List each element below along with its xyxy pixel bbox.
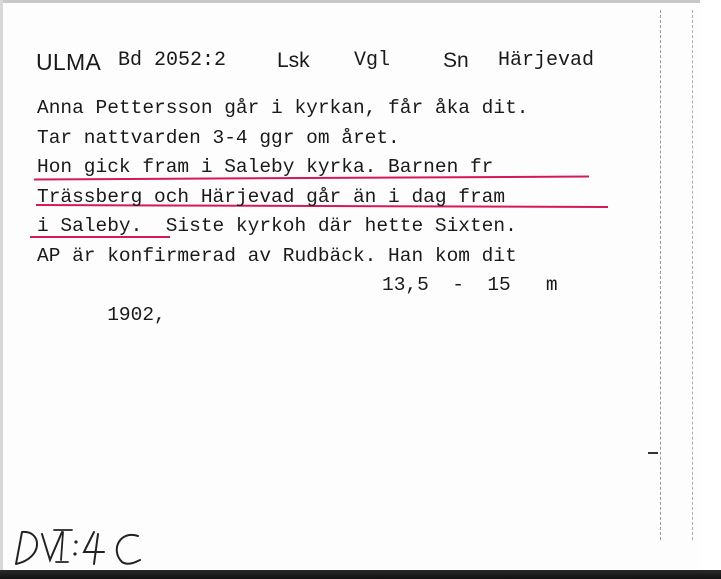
text-line: Tar nattvarden 3-4 ggr om året. (37, 126, 400, 149)
card-right-margin (700, 0, 721, 579)
handwritten-signature (8, 520, 158, 570)
perforation-line-outer (692, 10, 693, 540)
parish-label: Sn (443, 49, 469, 72)
text-line: Hon gick fram i Saleby kyrka. Barnen fr (37, 156, 494, 178)
card-left-edge (0, 0, 3, 579)
record-code: Bd 2052:2 (118, 49, 227, 72)
card-body-text (37, 94, 637, 326)
landscape-value: Vgl (354, 49, 391, 72)
parish-value: Härjevad (498, 49, 595, 72)
text-line: i Saleby. Siste kyrkoh där hette Sixten. (37, 215, 517, 237)
perforation-line (660, 10, 661, 540)
card-bottom-edge (0, 570, 721, 579)
margin-tick-mark (648, 452, 658, 454)
card-top-edge (0, 0, 721, 3)
measurement-text: 13,5 - 15 m (382, 274, 558, 296)
year-text: 1902, (107, 303, 166, 326)
text-line: Trässberg och Härjevad går än i dag fram (37, 185, 506, 208)
archive-name: ULMA (36, 49, 102, 75)
text-line: Anna Pettersson går i kyrkan, får åka dit. (37, 97, 529, 119)
text-line: AP är konfirmerad av Rudbäck. Han kom dit (37, 244, 517, 267)
text-line-last (37, 271, 637, 326)
landscape-label: Lsk (277, 49, 310, 72)
